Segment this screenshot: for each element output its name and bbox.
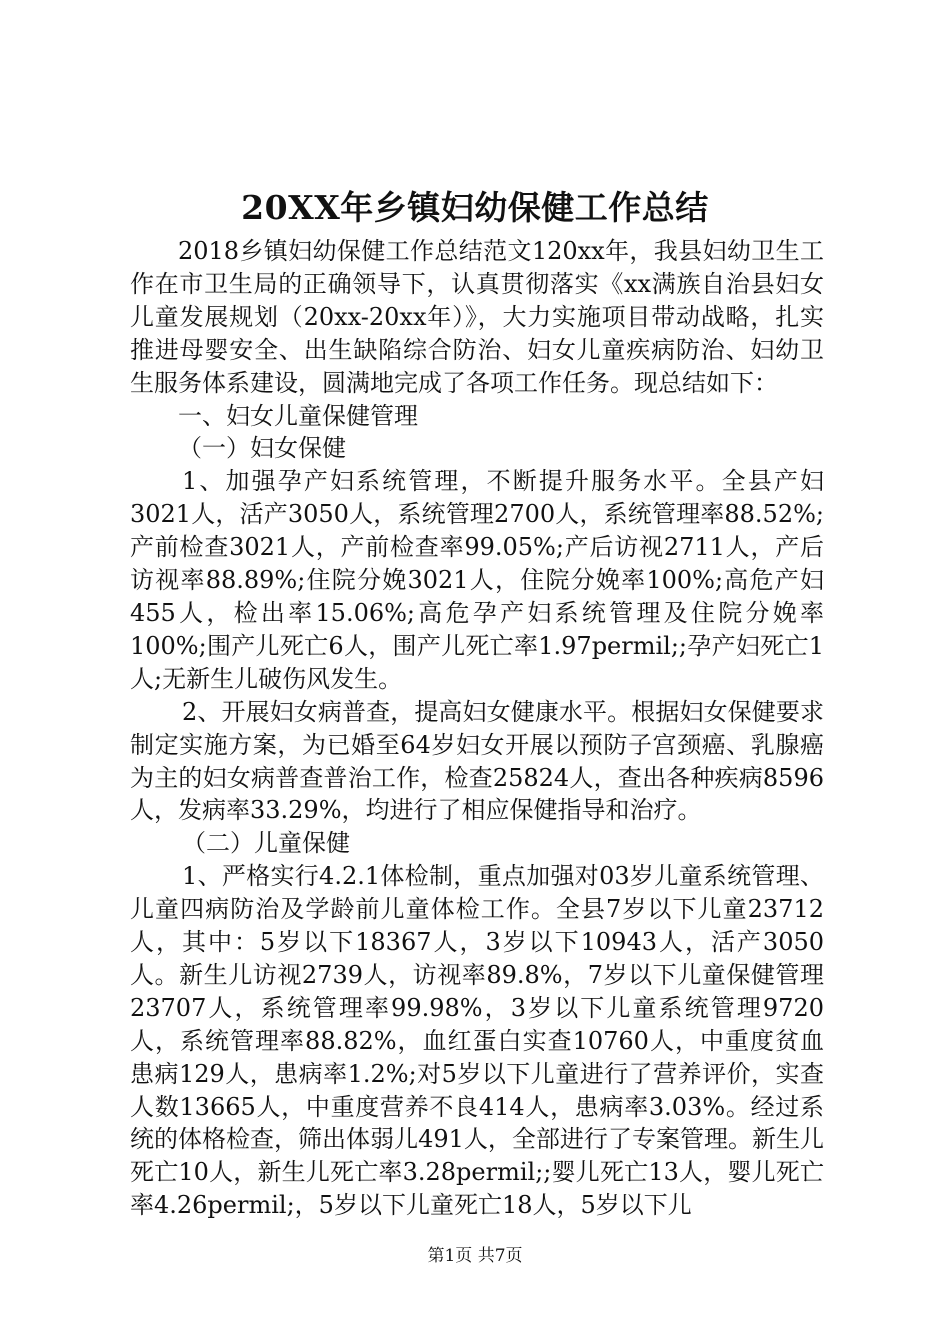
paragraph-intro: 2018乡镇妇幼保健工作总结范文120xx年，我县妇幼卫生工作在市卫生局的正确领导下，认真贯彻落实《xx满族自治县妇女儿童发展规划（20xx-20xx年）》，大力实施项目带动战略，扎实推进母婴安全、出生缺陷综合防治、妇女儿童疾病防治、妇幼卫生服务体系建设，圆满地完成了各项工作任务。现总结如下： <box>130 237 824 397</box>
paragraph-child-health: 1、严格实行4.2.1体检制，重点加强对03岁儿童系统管理、儿童四病防治及学龄前儿童体检工作。全县7岁以下儿童23712人，其中：5岁以下18367人，3岁以下10943人，活产3050人。新生儿访视2739人，访视率89.8%，7岁以下儿童保健管理23707人，系统管理率99.98%，3岁以下儿童系统管理9720人，系统管理率88.82%，血红蛋白实查10760人，中重度贫血患病129人，患病率1.2%;对5岁以下儿童进行了营养评价，实查人数13665人，中重度营养不良414人，患病率3.03%。经过系统的体格检查，筛出体弱儿491人，全部进行了专案管理。新生儿死亡10人，新生儿死亡率3.28permil;;婴儿死亡13人，婴儿死亡率4.26permil;，5岁以下儿童死亡18人，5岁以下儿 <box>130 862 824 1220</box>
page-number-footer: 第1页 共7页 <box>427 1246 523 1266</box>
section-heading-1: 一、妇女儿童保健管理 <box>178 401 418 430</box>
paragraph-women-screening: 2、开展妇女病普查，提高妇女健康水平。根据妇女保健要求制定实施方案，为已婚至64岁妇女开展以预防子宫颈癌、乳腺癌为主的妇女病普查普治工作，检查25824人，查出各种疾病8596人，发病率33.29%，均进行了相应保健指导和治疗。 <box>130 697 824 825</box>
document-body <box>130 235 824 1222</box>
document-title: 20XX年乡镇妇幼保健工作总结 <box>241 188 709 227</box>
paragraph-maternal-management: 1、加强孕产妇系统管理，不断提升服务水平。全县产妇3021人，活产3050人，系统管理2700人，系统管理率88.52%;产前检查3021人，产前检查率99.05%;产后访视2711人，产后访视率88.89%;住院分娩3021人，住院分娩率100%;高危产妇455人，检出率15.06%;高危孕产妇系统管理及住院分娩率100%;围产儿死亡6人，围产儿死亡率1.97permil;;孕产妇死亡1人;无新生儿破伤风发生。 <box>130 467 824 693</box>
subsection-heading-children: （二）儿童保健 <box>182 829 350 858</box>
subsection-heading-women: （一）妇女保健 <box>178 434 346 463</box>
